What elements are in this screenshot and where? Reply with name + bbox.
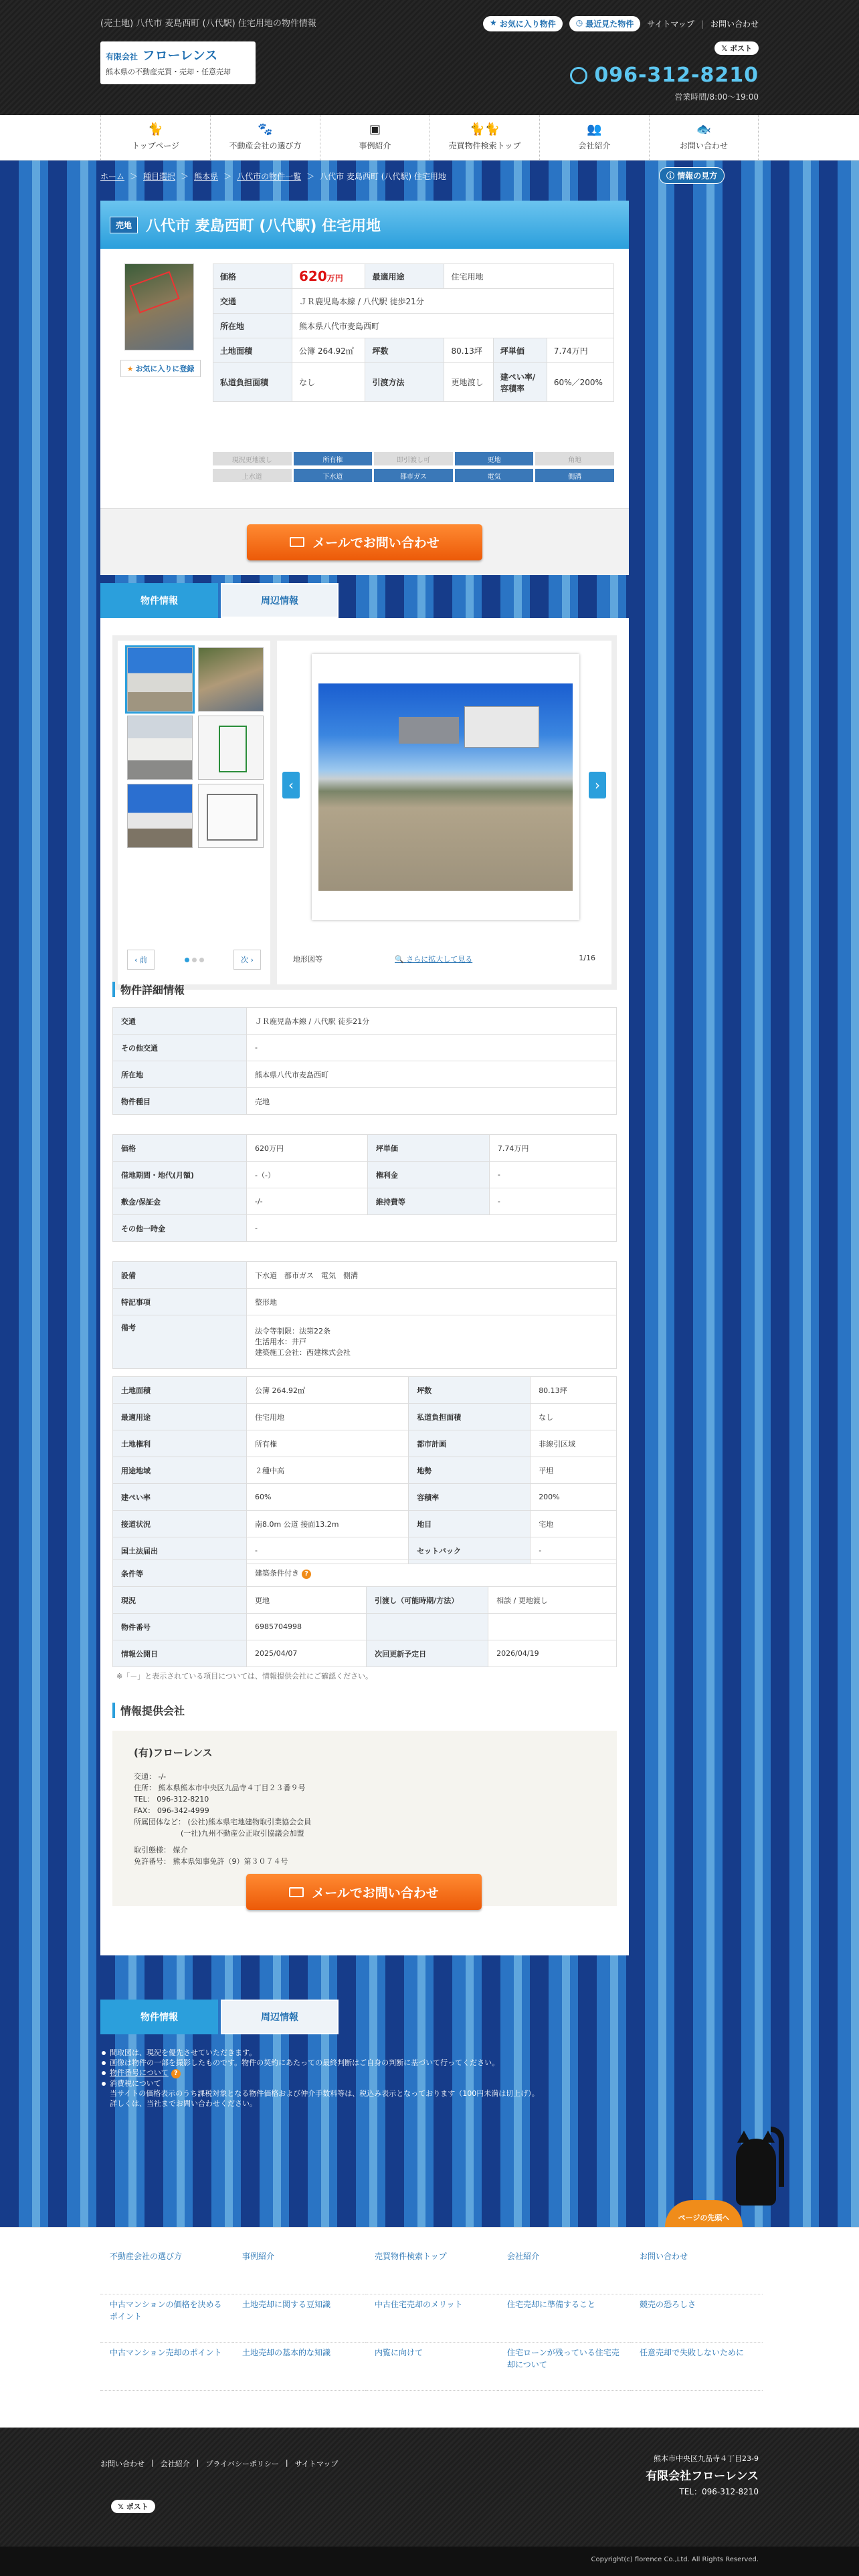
copyright: Copyright(c) florence Co.,Ltd. All Rights Reserved. xyxy=(0,2547,859,2576)
add-favorite-button[interactable]: ★ お気に入りに登録 xyxy=(120,360,201,377)
breadcrumb-pref[interactable]: 熊本県 xyxy=(194,171,219,181)
gallery-thumbnail[interactable] xyxy=(198,647,264,712)
logo-tagline: 熊本県の不動産売買・売却・任意売却 xyxy=(106,68,231,76)
main-photo-frame xyxy=(312,654,579,920)
feature-chip: 所有権 xyxy=(294,452,373,465)
footer-nav-item[interactable]: 住宅売却に準備すること xyxy=(498,2294,630,2343)
footer-address: 熊本市中央区九品寺４丁目23-9 xyxy=(654,2454,759,2463)
feature-chip: 即引渡し可 xyxy=(374,452,453,465)
nav-company[interactable]: 👥 会社紹介 xyxy=(539,115,649,160)
gallery-thumbnail[interactable] xyxy=(127,784,193,848)
feature-chip: 電気 xyxy=(455,469,534,482)
footer-address-block xyxy=(646,2453,759,2497)
mail-icon xyxy=(289,1887,304,1897)
photo-gallery xyxy=(112,635,617,990)
details-table-traffic: 交通 ＪＲ鹿児島本線 / 八代駅 徒歩21分 その他交通 - 所在地 熊本県八代市麦島西町 物件種目 売地 xyxy=(112,1007,617,1115)
footer-nav-item[interactable]: 不動産会社の選び方 xyxy=(100,2246,233,2294)
nav-top[interactable]: 🐈 トップページ xyxy=(100,115,210,160)
recent-link[interactable]: ◷ 最近見た物件 xyxy=(569,16,641,31)
bottom-notes: 間取図は、現況を優先させていただきます。 画像は物件の一部を撮影したものです。物件の契約にあたっての最終判断はご自身の判断に基づいて行ってください。 物件番号について ? 消費税について 当サイトの価格表示のうち課税対象となる物件価格および仲介手数料等は、税込み表示となっております（100円未満は切上げ）。 詳しくは、当社までお問い合わせください。 xyxy=(100,2048,629,2109)
details-table-equipment: 設備 下水道 都市ガス 電気 側溝 特記事項 整形地 備考 法令等制限：法第22条 生活用水：井戸 建築施工会社：西建株式会社 xyxy=(112,1261,617,1369)
feature-chips xyxy=(213,452,614,482)
company-mail-inquiry-button[interactable]: メールでお問い合わせ xyxy=(246,1874,482,1910)
tab-area-info[interactable]: 周辺情報 xyxy=(221,2000,339,2034)
business-hours: 営業時間/8:00～19:00 xyxy=(674,92,759,102)
footer-nav-item[interactable]: 競売の恐ろしさ xyxy=(630,2294,763,2343)
info-guide-button[interactable]: ⓘ 情報の見方 xyxy=(659,167,725,184)
breadcrumb: ホーム ＞ 種目選択 ＞ 熊本県 ＞ 八代市の物件一覧 ＞ 八代市 麦島西町 (八代駅) 住宅用地 xyxy=(100,171,446,181)
x-post-button[interactable]: 𝕏 ポスト xyxy=(714,41,759,55)
box-icon: ▣ xyxy=(369,122,381,136)
footer-nav-item[interactable]: 中古住宅売却のメリット xyxy=(365,2294,498,2343)
footer-x-post-button[interactable]: 𝕏 ポスト xyxy=(111,2500,155,2513)
footer-nav-item[interactable]: 会社紹介 xyxy=(498,2246,630,2294)
company-box xyxy=(112,1731,617,1906)
footer-nav-item[interactable]: 中古マンションの価格を決めるポイント xyxy=(100,2294,233,2343)
thumbnail-pager xyxy=(127,950,261,970)
feature-chip: 更地 xyxy=(455,452,534,465)
cats-icon: 🐈🐈 xyxy=(470,122,500,136)
people-icon: 👥 xyxy=(587,122,602,136)
footer-tel: TEL：096-312-8210 xyxy=(679,2487,759,2496)
company-details: 交通： -/- 住所： 熊本県熊本市中央区九品寺４丁目２３番９号 TEL： 096-312-8210 FAX： 096-342-4999 所属団体など： (公社)熊本県宅地建物取引業協会会員 (一社)九州不動産公正取引協議会加盟 取引態様： 媒介 免許番号： 熊本県知事免許（9）第３０７４号 xyxy=(134,1772,312,1866)
feature-chip: 都市ガス xyxy=(374,469,453,482)
mail-inquiry-button[interactable]: メールでお問い合わせ xyxy=(247,524,482,560)
fav-link[interactable]: ★ お気に入り物件 xyxy=(483,16,563,31)
header-tel[interactable]: 096-312-8210 xyxy=(570,64,759,87)
tab-area-info[interactable]: 周辺情報 xyxy=(221,583,339,618)
details-table-price: 価格 620万円 坪単価 7.74万円 借地期間・地代(月額) -（-） 権利金 - 敷金/保証金 -/- 維持費等 - その他一時金 - xyxy=(112,1134,617,1242)
details-table-land: 土地面積 公簿 264.92㎡ 坪数 80.13坪 最適用途 住宅用地 私道負担面積 なし 土地権利 所有権 都市計画 非線引区域 用途地域 ２種中高 地勢 平坦 建ぺい率 60% 容積率 200% 接道状況 南8.0m 公道 接面13.2m 地目 宅地 国土法届出 - セットバック - xyxy=(112,1376,617,1564)
pager-dot[interactable] xyxy=(199,958,204,962)
help-icon[interactable]: ? xyxy=(302,1570,311,1579)
main-content xyxy=(100,618,629,1955)
thumbnail-panel xyxy=(118,641,270,984)
tab-property-info[interactable]: 物件情報 xyxy=(100,2000,218,2034)
cta-area xyxy=(100,508,629,575)
footer-nav-grid xyxy=(100,2246,763,2391)
phone-icon xyxy=(570,67,587,84)
star-icon: ★ xyxy=(126,364,134,373)
footer-nav-item[interactable]: 住宅ローンが残っている住宅売却について xyxy=(498,2343,630,2391)
zoom-link[interactable]: 🔍 さらに拡大して見る xyxy=(395,955,473,964)
logo-prefix: 有限会社 xyxy=(106,52,138,62)
feature-chip: 側溝 xyxy=(535,469,614,482)
gallery-thumbnail[interactable] xyxy=(198,716,264,780)
footer-company: 有限会社フローレンス xyxy=(646,2470,759,2483)
paw-icon: 🐾 xyxy=(258,122,273,136)
site-header xyxy=(0,0,859,115)
prev-page-button[interactable]: ‹ 前 xyxy=(127,950,155,970)
page-title: 八代市 麦島西町 (八代駅) 住宅用地 xyxy=(146,217,381,235)
gallery-thumbnail[interactable] xyxy=(127,647,193,712)
mail-icon xyxy=(290,537,304,547)
feature-chip: 下水道 xyxy=(294,469,373,482)
history-icon: ◷ xyxy=(575,18,583,27)
feature-chip: 現況更地渡し xyxy=(213,452,292,465)
sitemap-link[interactable]: サイトマップ xyxy=(647,19,694,29)
footer-links: お問い合わせ | 会社紹介 | プライバシーポリシー | サイトマップ xyxy=(100,2458,339,2468)
main-photo-panel xyxy=(277,641,611,984)
contact-link[interactable]: お問い合わせ xyxy=(710,19,759,29)
header-links xyxy=(483,16,759,31)
footer-nav-item[interactable]: 土地売却に関する豆知識 xyxy=(233,2294,365,2343)
fish-icon: 🐟 xyxy=(696,122,712,136)
footer-nav-item[interactable]: 内覧に向けて xyxy=(365,2343,498,2391)
company-heading: 情報提供会社 xyxy=(112,1703,185,1718)
thumbnail-grid xyxy=(127,647,264,848)
x-icon: 𝕏 xyxy=(118,2502,124,2511)
header-description: (売土地) 八代市 麦島西町 (八代駅) 住宅用地の物件情報 xyxy=(100,19,316,29)
main-photo[interactable] xyxy=(318,683,573,891)
gallery-thumbnail[interactable] xyxy=(198,784,264,848)
pager-dots xyxy=(185,958,204,962)
property-number-link[interactable]: 物件番号について xyxy=(110,2068,169,2077)
dash-note: ※「－」と表示されている項目については、情報提供会社にご確認ください。 xyxy=(116,1672,373,1681)
site-logo[interactable] xyxy=(100,41,256,84)
pager-dot[interactable] xyxy=(192,958,197,962)
breadcrumb-current: 八代市 麦島西町 (八代駅) 住宅用地 xyxy=(320,171,446,181)
detail-tabs xyxy=(100,583,629,618)
footer-link-sitemap[interactable]: サイトマップ xyxy=(294,2460,339,2468)
cat-icon: 🐈 xyxy=(148,122,163,136)
site-footer xyxy=(0,2428,859,2576)
back-to-top-button[interactable]: ページの先頭へ xyxy=(665,2200,743,2227)
details-heading: 物件詳細情報 xyxy=(112,982,185,997)
details-table-conditions: 条件等 建築条件付き ? 現況 更地 引渡し（可能時期/方法） 相談 / 更地渡し 物件番号 6985704998 情報公開日 2025/04/07 次回更新予定日 2026/04/19 xyxy=(112,1560,617,1667)
feature-chip: 上水道 xyxy=(213,469,292,482)
logo-company: フローレンス xyxy=(142,48,218,63)
title-bar xyxy=(100,201,629,249)
breadcrumb-city[interactable]: 八代市の物件一覧 xyxy=(237,171,302,181)
global-nav xyxy=(0,115,859,160)
zoom-icon: 🔍 xyxy=(395,955,404,964)
nav-search[interactable]: 🐈🐈 売買物件検索トップ xyxy=(430,115,539,160)
price-value: 620万円 xyxy=(299,268,343,284)
footer-nav-item[interactable]: お問い合わせ xyxy=(630,2246,763,2294)
breadcrumb-home[interactable]: ホーム xyxy=(100,171,125,181)
gallery-thumbnail[interactable] xyxy=(127,716,193,780)
detail-tabs-bottom xyxy=(100,2000,629,2034)
help-icon[interactable]: ? xyxy=(171,2069,181,2078)
pager-dot[interactable] xyxy=(185,958,189,962)
summary-card xyxy=(100,201,629,575)
footer-nav xyxy=(0,2227,859,2428)
company-name: (有)フローレンス xyxy=(134,1747,213,1759)
footer-nav-item[interactable]: 土地売却の基本的な知識 xyxy=(233,2343,365,2391)
photo-next-arrow[interactable]: › xyxy=(589,772,606,798)
next-page-button[interactable]: 次 › xyxy=(233,950,261,970)
main-thumbnail[interactable] xyxy=(124,263,194,350)
tab-property-info[interactable]: 物件情報 xyxy=(100,583,218,618)
footer-link-contact[interactable]: お問い合わせ xyxy=(100,2460,145,2468)
photo-counter: 1/16 xyxy=(579,954,595,962)
breadcrumb-area[interactable]: 種目選択 xyxy=(143,171,176,181)
feature-chip: 角地 xyxy=(535,452,614,465)
nav-cases[interactable]: ▣ 事例紹介 xyxy=(320,115,430,160)
footer-nav-item[interactable]: 任意売却で失敗しないために xyxy=(630,2343,763,2391)
x-icon: 𝕏 xyxy=(721,44,728,53)
divider: | xyxy=(700,19,704,29)
star-icon: ★ xyxy=(489,18,497,27)
footer-nav-item[interactable]: 中古マンション売却のポイント xyxy=(100,2343,233,2391)
property-type-tag: 売地 xyxy=(110,217,138,233)
footer-nav-item[interactable]: 売買物件検索トップ xyxy=(365,2246,498,2294)
info-icon: ⓘ xyxy=(666,171,675,181)
footer-link-privacy[interactable]: プライバシーポリシー xyxy=(205,2460,279,2468)
photo-caption: 地形図等 xyxy=(293,955,322,964)
nav-choose-agent[interactable]: 🐾 不動産会社の選び方 xyxy=(210,115,320,160)
photo-prev-arrow[interactable]: ‹ xyxy=(282,772,300,798)
footer-nav-item[interactable]: 事例紹介 xyxy=(233,2246,365,2294)
summary-table: 価格 620万円 最適用途 住宅用地 交通 ＪＲ鹿児島本線 / 八代駅 徒歩21分 所在地 熊本県八代市麦島西町 土地面積 公簿 264.92㎡ 坪数 80.13坪 坪単価 7.74万円 私道負担面積 なし 引渡方法 更地渡し 建ぺい率/容積率 60%／200% xyxy=(213,263,614,402)
footer-link-company[interactable]: 会社紹介 xyxy=(160,2460,190,2468)
nav-contact[interactable]: 🐟 お問い合わせ xyxy=(649,115,759,160)
